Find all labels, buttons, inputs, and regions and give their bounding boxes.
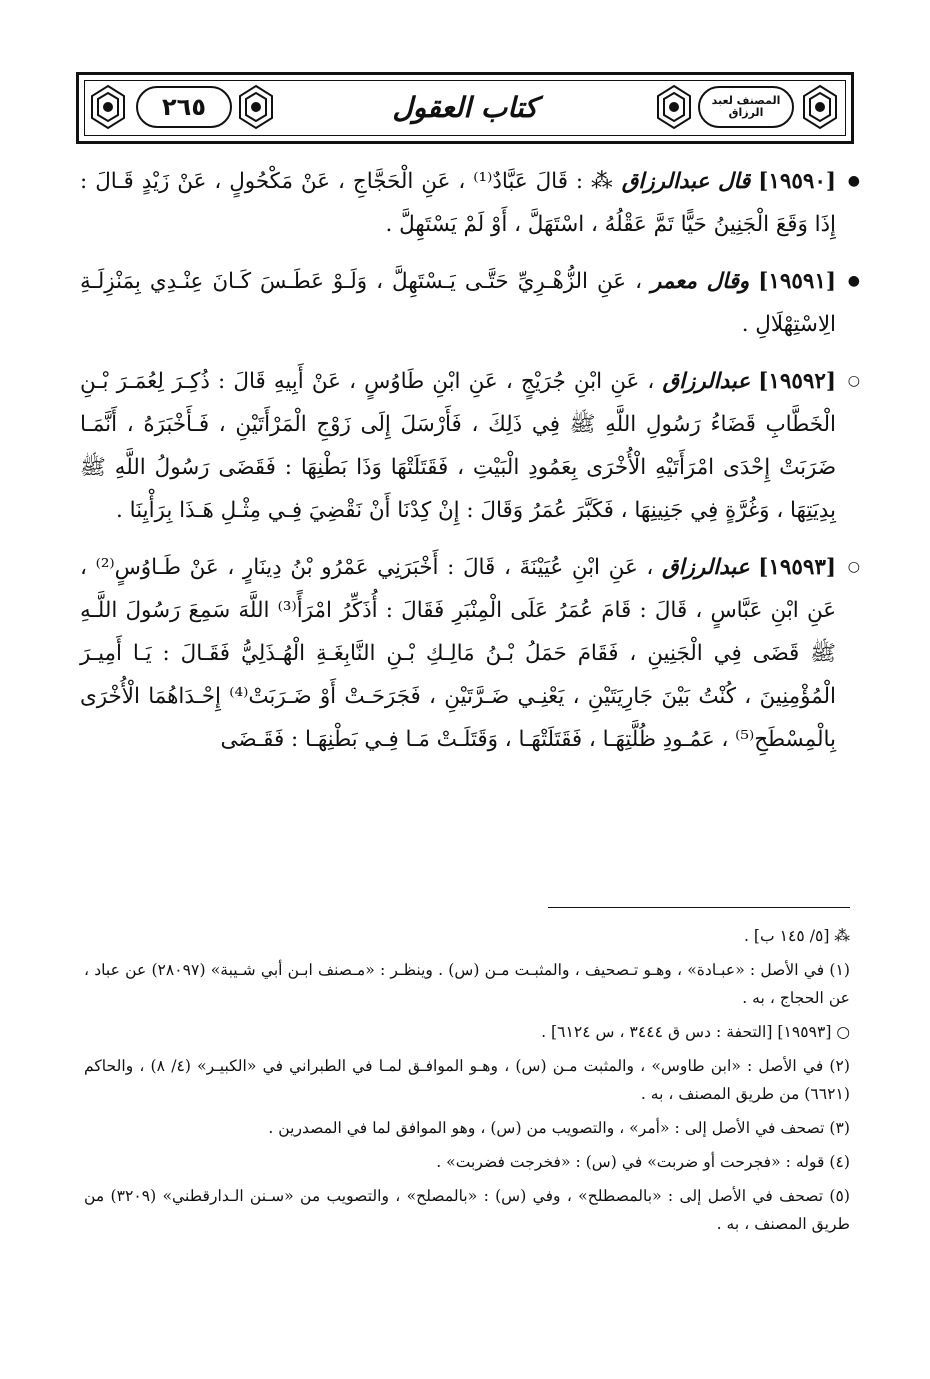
hadith-narrator: عبدالرزاق [662,555,750,580]
ornament-right-inner-icon [656,84,692,130]
hadith-entry-19593 [80,546,860,761]
page-header [76,72,854,144]
footnote-manuscript-ref: ⁂ [٥/ ١٤٥ ب] . [743,927,850,945]
book-logo: المصنف لعبد الرزاق [711,94,781,119]
hadith-text: ، عَنِ الزُّهْـرِيِّ حَتَّـى يَـسْتَهِلَّ ، وَلَـوْ عَطَـسَ كَـانَ عِنْـدِي بِمَنْزِلَـةِ الِاسْتِهْلَالِ . [80,269,836,337]
ornament-right-outer-icon [802,84,838,130]
footnotes [84,922,850,1244]
footnote-3: (٣) تصحف في الأصل إلى : «أمر» ، والتصويب من (س) ، وهو الموافق لما في المصدرين . [268,1119,850,1137]
hadith-narrator: قال عبدالرزاق [621,169,751,194]
entry-marker-filled-icon: ● [847,173,860,189]
hadith-entries [80,160,860,775]
footnote-5: (٥) تصحف في الأصل إلى : «بالمصطلح» ، وفي (س) : «بالمصلح» ، والتصويب من «سـنن الـدارقطني» (٣٢٠٩) من طريق المصنف ، به . [84,1187,850,1233]
footnote-1: (١) في الأصل : «عبـادة» ، وهـو تـصحيف ، والمثبـت مـن (س) . وينظـر : «مـصنف ابـن أبي شـيبة» (٢٨٠٩٧) عن عباد ، عن الحجاج ، به . [84,961,850,1007]
hadith-text: ⁂ : قَالَ عَبَّادٌ⁽¹⁾ ، عَنِ الْحَجَّاجِ ، عَنْ مَكْحُولٍ ، عَنْ زَيْدٍ قَـالَ : إِذَا وَقَعَ الْجَنِينُ حَيًّا تَمَّ عَقْلُهُ ، اسْتَهَلَّ ، أَوْ لَمْ يَسْتَهِلَّ . [80,169,836,237]
footnote-2: (٢) في الأصل : «ابن طاوس» ، والمثبت مـن (س) ، وهـو الموافـق لمـا في الطبراني في «الكبيـر» (٤/ ٨) ، والحاكم (٦٦٢١) من طريق المصنف ، به . [84,1057,851,1103]
page-number: ٢٦٥ [162,93,206,121]
book-logo-cartouche [698,86,794,128]
hadith-number: [١٩٥٩١] [758,269,836,294]
chapter-title: كتاب العقول [392,90,538,124]
hadith-text: ، عَنِ ابْنِ جُرَيْجٍ ، عَنِ ابْنِ طَاوُسٍ ، عَنْ أَبِيهِ قَالَ : ذُكِـرَ لِعُمَـرَ بْـنِ الْخَطَّابِ قَضَاءُ رَسُولِ اللَّهِ ﷺ فِي ذَلِكَ ، فَأَرْسَلَ إِلَى زَوْجِ الْمَرْأَتَيْنِ ، فَـأَخْبَرَهُ ، أَنَّمَـا ضَرَبَتْ إِحْدَى امْرَأَتَيْهِ الْأُخْرَى بِعَمُودِ الْبَيْتِ ، فَقَتَلَتْهَا وَذَا بَطْنِهَا : فَقَضَى رَسُولُ اللَّهِ ﷺ بِدِيَتِهَا ، وَغُرَّةٍ فِي جَنِينِهَا ، فَكَبَّرَ عُمَرُ وَقَالَ : إِنْ كِدْنَا أَنْ نَقْضِيَ فِـي مِثْـلِ هَـذَا بِرَأْيِنَا . [80,369,836,523]
footnote-4: (٤) قوله : «فجرحت أو ضربت» في (س) : «فخرجت فضربت» . [436,1153,850,1171]
hadith-entry-19592 [80,360,860,532]
hadith-number: [١٩٥٩٣] [758,555,836,580]
hadith-text: ، عَنِ ابْنِ عُيَيْنَةَ ، قَالَ : أَخْبَرَنِي عَمْرُو بْنُ دِينَارٍ ، عَنْ طَـاوُسٍ⁽²⁾ ، عَنِ ابْنِ عَبَّاسٍ ، قَالَ : قَامَ عُمَرُ عَلَى الْمِنْبَرِ فَقَالَ : أُذَكِّرُ امْرَأً⁽³⁾ اللَّهَ سَمِعَ رَسُولَ اللَّـهِ ﷺ قَضَى فِي الْجَنِينِ ، فَقَامَ حَمَلُ بْـنُ مَالِـكِ بْـنِ النَّابِغَـةِ الْهُـذَلِيُّ فَقَـالَ : يَـا أَمِيـرَ الْمُؤْمِنِينَ ، كُنْتُ بَيْنَ جَارِيَتَيْنِ ، يَعْنِـي ضَـرَّتَيْنِ ، فَجَرَحَـتْ أَوْ ضَـرَبَتْ⁽⁴⁾ إِحْـدَاهُمَا الْأُخْرَى بِالْمِسْطَحِ⁽⁵⁾ ، عَمُـودِ ظُلَّتِهَـا ، فَقَتَلَتْهَـا ، وَقَتَلَـتْ مَـا فِـي بَطْنِهَـا : فَقَـضَى [80,555,836,752]
footnote-tuhfa-ref: ○ [١٩٥٩٣] [التحفة : دس ق ٣٤٤٤ ، س ٦١٢٤] . [541,1023,850,1041]
hadith-entry-19590 [80,160,860,246]
footnote-separator [548,907,850,908]
hadith-narrator: عبدالرزاق [662,369,751,394]
entry-marker-open-icon: ○ [847,373,860,389]
hadith-number: [١٩٥٩٢] [758,369,836,394]
hadith-entry-19591 [80,260,860,346]
page-number-cartouche [136,86,232,128]
hadith-narrator: وقال معمر [651,269,750,294]
entry-marker-filled-icon: ● [847,273,860,289]
entry-marker-open-icon: ○ [847,559,860,575]
ornament-left-outer-icon [90,84,126,130]
hadith-number: [١٩٥٩٠] [758,169,836,194]
ornament-left-inner-icon [238,84,274,130]
